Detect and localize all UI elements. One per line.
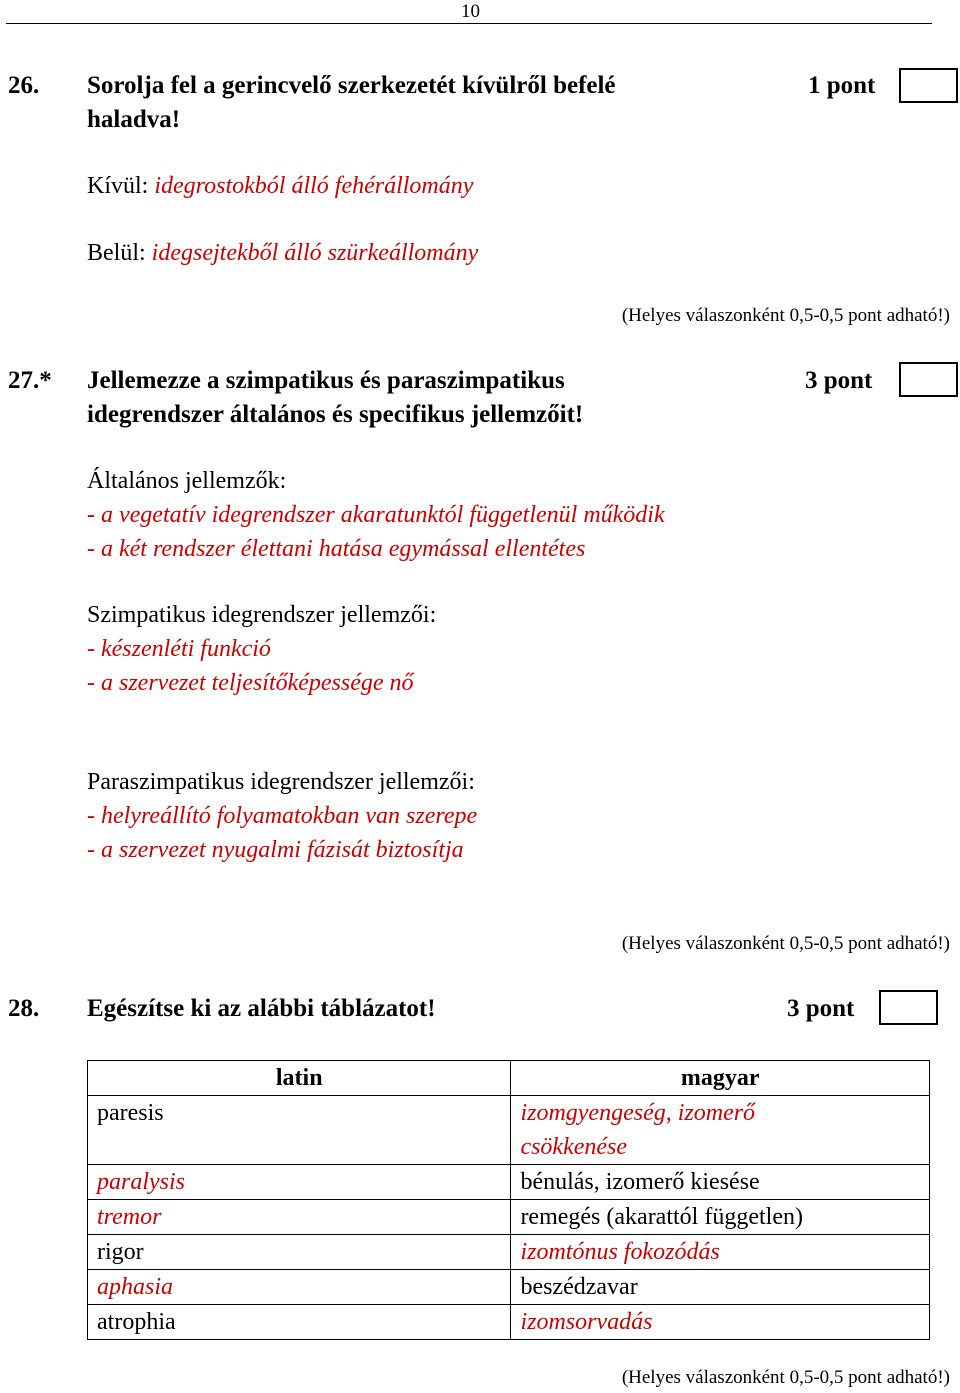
q27-sympathetic-item-1: - készenléti funkció <box>87 636 271 662</box>
table-cell-magyar: bénulás, izomerő kiesése <box>511 1165 930 1200</box>
page-number: 10 <box>461 1 480 22</box>
table-cell-latin: atrophia <box>88 1305 511 1340</box>
table-cell-latin: paresis <box>88 1096 511 1165</box>
header-rule <box>6 23 932 24</box>
q26-inner-answer: idegsejtekből álló szürkeállomány <box>151 240 479 266</box>
q28-title: Egészítse ki az alábbi táblázatot! <box>87 995 436 1022</box>
q27-title-line1: Jellemezze a szimpatikus és paraszimpatikus <box>87 367 565 394</box>
q26-outer-label: Kívül: <box>87 173 149 199</box>
table-row <box>88 1200 930 1235</box>
table-cell-magyar: remegés (akarattól független) <box>511 1200 930 1235</box>
terms-table <box>87 1060 930 1340</box>
table-cell-magyar <box>511 1096 930 1165</box>
table-cell-magyar-line1: izomgyengeség, izomerő <box>520 1100 756 1126</box>
table-cell-magyar: izomsorvadás <box>511 1305 930 1340</box>
q27-parasympathetic-item-2: - a szervezet nyugalmi fázisát biztosítja <box>87 837 464 863</box>
q26-title-line1: Sorolja fel a gerincvelő szerkezetét kívülről befelé <box>87 72 616 99</box>
q27-number: 27.* <box>8 367 52 394</box>
q28-points: 3 pont <box>787 995 855 1022</box>
q27-parasympathetic-item-1: - helyreállító folyamatokban van szerepe <box>87 803 478 829</box>
table-cell-latin: aphasia <box>88 1270 511 1305</box>
q27-general-item-1: - a vegetatív idegrendszer akaratunktól függetlenül működik <box>87 502 665 528</box>
table-row <box>88 1235 930 1270</box>
table-row <box>88 1305 930 1340</box>
q27-general-item-2: - a két rendszer élettani hatása egymással ellentétes <box>87 536 586 562</box>
q28-score-box[interactable] <box>879 990 938 1025</box>
q27-parasympathetic-heading: Paraszimpatikus idegrendszer jellemzői: <box>87 769 475 795</box>
q26-points: 1 pont <box>808 72 876 99</box>
q26-inner-label: Belül: <box>87 240 146 266</box>
q27-sympathetic-item-2: - a szervezet teljesítőképessége nő <box>87 670 414 696</box>
q28-number: 28. <box>8 995 40 1022</box>
table-header-magyar: magyar <box>511 1061 930 1096</box>
q26-outer-answer: idegrostokból álló fehérállomány <box>154 173 474 199</box>
q28-note: (Helyes válaszonként 0,5-0,5 pont adható!) <box>621 1367 950 1388</box>
table-header-latin: latin <box>88 1061 511 1096</box>
table-row <box>88 1165 930 1200</box>
q27-note: (Helyes válaszonként 0,5-0,5 pont adható!) <box>621 933 950 954</box>
q27-score-box[interactable] <box>899 362 958 397</box>
q26-inner-row <box>87 236 478 270</box>
table-cell-latin: tremor <box>88 1200 511 1235</box>
q26-title-line2: haladva! <box>87 106 181 133</box>
table-cell-magyar: izomtónus fokozódás <box>511 1235 930 1270</box>
table-header-row <box>88 1061 930 1096</box>
table-cell-latin: paralysis <box>88 1165 511 1200</box>
table-cell-magyar-line2: csökkenése <box>520 1134 628 1160</box>
table-row <box>88 1096 930 1165</box>
q27-general-heading: Általános jellemzők: <box>87 468 287 494</box>
q26-note: (Helyes válaszonként 0,5-0,5 pont adható!) <box>621 305 950 326</box>
q27-sympathetic-heading: Szimpatikus idegrendszer jellemzői: <box>87 602 437 628</box>
q26-outer-row <box>87 169 473 203</box>
q27-points: 3 pont <box>805 367 873 394</box>
table-cell-latin: rigor <box>88 1235 511 1270</box>
table-cell-magyar: beszédzavar <box>511 1270 930 1305</box>
table-row <box>88 1270 930 1305</box>
q26-number: 26. <box>8 72 40 99</box>
q27-title-line2: idegrendszer általános és specifikus jellemzőit! <box>87 401 584 428</box>
q26-score-box[interactable] <box>899 68 958 103</box>
